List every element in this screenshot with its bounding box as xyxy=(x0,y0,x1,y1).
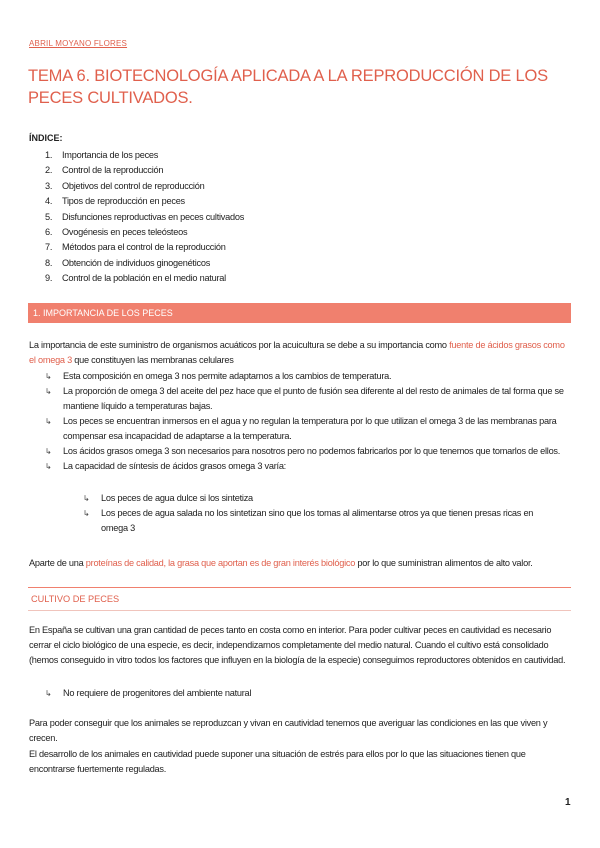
list-item xyxy=(45,459,565,474)
page-number: 1 xyxy=(565,797,571,808)
index-item-number: 6. xyxy=(45,227,53,238)
conditions-paragraph: Para poder conseguir que los animales se reproduzcan y vivan en cautividad tenemos que averiguar las condiciones en las que viven y crecen. xyxy=(29,718,548,743)
author-name: ABRIL MOYANO FLORES xyxy=(29,39,128,48)
document-title: TEMA 6. BIOTECNOLOGÍA APLICADA A LA REPRODUCCIÓN DE LOS PECES CULTIVADOS. xyxy=(28,67,548,107)
index-item xyxy=(45,271,244,286)
index-item-number: 3. xyxy=(45,180,53,191)
omega3-sub-bullet-list xyxy=(83,491,553,536)
index-item-label: Disfunciones reproductivas en peces cultivados xyxy=(62,211,245,222)
index-item-label: Control de la reproducción xyxy=(62,165,164,176)
index-item-number: 7. xyxy=(45,242,53,253)
index-item-number: 4. xyxy=(45,196,53,207)
index-item-label: Obtención de individuos ginogenéticos xyxy=(62,257,211,268)
index-item xyxy=(45,179,244,194)
list-item xyxy=(45,444,565,459)
arrow-bullet-icon: ↳ xyxy=(45,387,52,396)
section-title: 1. IMPORTANCIA DE LOS PECES xyxy=(33,308,173,318)
arrow-bullet-icon: ↳ xyxy=(45,447,52,456)
stress-paragraph: El desarrollo de los animales en cautividad puede suponer una situación de estrés para ellos por lo que las situaciones tienen que encontrarse fuertemente reguladas. xyxy=(29,749,526,774)
index-list xyxy=(45,148,244,287)
index-item-label: Objetivos del control de reproducción xyxy=(62,180,205,191)
list-item-text: Los peces se encuentran inmersos en el agua y no regulan la temperatura por lo que utilizan el omega 3 de las membranas para compensar esa incapacidad de adaptarse a la temperatura. xyxy=(63,416,557,441)
index-item xyxy=(45,225,244,240)
list-item xyxy=(45,369,565,384)
index-item-number: 1. xyxy=(45,150,53,160)
section-title: CULTIVO DE PECES xyxy=(31,594,120,604)
list-item xyxy=(45,414,565,444)
index-item-number: 2. xyxy=(45,165,53,176)
index-item xyxy=(45,148,244,163)
section-header-cultivo xyxy=(28,587,571,611)
index-item xyxy=(45,194,244,209)
index-item-label: Métodos para el control de la reproducción xyxy=(62,242,226,253)
list-item-text: La proporción de omega 3 del aceite del pez hace que el punto de fusión sea diferente al del resto de animales de tal forma que se mantiene líquido a temperaturas bajas. xyxy=(63,386,564,411)
apart-text: Aparte de una xyxy=(29,558,86,568)
index-item-number: 9. xyxy=(45,273,53,284)
apart-paragraph xyxy=(29,556,569,571)
arrow-bullet-icon: ↳ xyxy=(45,462,52,471)
index-item-label: Ovogénesis en peces teleósteos xyxy=(62,227,188,238)
index-item-number: 8. xyxy=(45,257,53,268)
arrow-bullet-icon: ↳ xyxy=(45,417,52,426)
list-item-text: Los peces de agua salada no los sintetizan sino que los tomas al alimentarse otros ya que tienen presas ricas en omega 3 xyxy=(101,508,534,533)
arrow-bullet-icon: ↳ xyxy=(83,509,90,518)
arrow-bullet-icon: ↳ xyxy=(83,494,90,503)
list-item-text: Los ácidos grasos omega 3 son necesarios para nosotros pero no podemos fabricarlos por lo que tenemos que tomarlos de ellos. xyxy=(63,446,561,456)
list-item xyxy=(83,491,553,506)
apart-text-end: por lo que suministran alimentos de alto valor. xyxy=(355,558,533,568)
index-item-label: Control de la población en el medio natural xyxy=(62,273,226,284)
index-item xyxy=(45,210,244,225)
list-item-text: No requiere de progenitores del ambiente natural xyxy=(63,688,252,698)
intro-highlight: fuente de ácidos grasos como el omega 3 xyxy=(29,340,565,365)
apart-highlight: proteínas de calidad, la grasa que aportan es de gran interés biológico xyxy=(85,558,356,568)
section-header-importancia xyxy=(28,303,571,323)
list-item-text: La capacidad de síntesis de ácidos grasos omega 3 varía: xyxy=(63,461,286,471)
index-item-number: 5. xyxy=(45,211,53,222)
arrow-bullet-icon: ↳ xyxy=(45,689,52,698)
arrow-bullet-icon: ↳ xyxy=(45,372,52,381)
index-item xyxy=(45,240,244,255)
omega3-bullet-list xyxy=(45,369,565,474)
list-item-text: Esta composición en omega 3 nos permite adaptarnos a los cambios de temperatura. xyxy=(63,371,392,381)
cultivo-paragraph: En España se cultivan una gran cantidad de peces tanto en costa como en interior. Para poder cultivar peces en cautividad es necesario cerrar el ciclo biológico de una especie, es decir, independizarnos completamente del medio natural. Cuando el cultivo está consolidado (hemos conseguido in vitro todos los factores que influyen en la biología de la especie) conseguimos reproductores obtenidos en cautividad. xyxy=(29,625,566,665)
index-heading: ÍNDICE: xyxy=(29,133,63,143)
intro-paragraph xyxy=(29,338,569,368)
list-item xyxy=(45,384,565,414)
list-item xyxy=(45,686,565,701)
intro-text: La importancia de este suministro de organismos acuáticos por la acuicultura se debe a su importancia como xyxy=(29,340,450,350)
index-item-label: Tipos de reproducción en peces xyxy=(62,196,185,207)
list-item xyxy=(83,506,553,536)
cultivo-bullet-list xyxy=(45,686,565,701)
index-item xyxy=(45,256,244,271)
list-item-text: Los peces de agua dulce si los sintetiza xyxy=(101,493,253,503)
intro-text-end: que constituyen las membranas celulares xyxy=(71,355,234,365)
index-item-label: Importancia de los peces xyxy=(62,150,159,160)
index-item xyxy=(45,163,244,178)
